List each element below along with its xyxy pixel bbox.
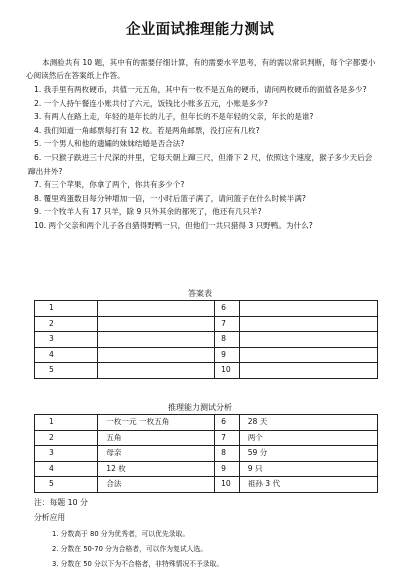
question-item: 10. 两个父亲和两个儿子各自猎得野鸭一只，但他们一共只猎得 3 只野鸭。为什么?	[34, 220, 313, 230]
question-item: 8. 覆里鸡蛋数目每分钟增加一倍，一小时后篮子满了，请问篮子在什么时候半满?	[34, 193, 306, 203]
table-row: 5 10	[35, 363, 378, 379]
table-row: 1 一枚一元 一枚五角 6 28 天	[35, 415, 378, 431]
question-item: 9. 一个牧羊人有 17 只羊，除 9 只外其余的都死了，他还有几只羊?	[34, 207, 262, 217]
analysis-table	[34, 414, 378, 493]
answer-cell[interactable]	[239, 347, 377, 363]
question-list	[28, 83, 376, 233]
rule-item: 1. 分数高于 80 分为优秀者，可以优先录取。	[52, 530, 190, 538]
table-row: 2 7	[35, 316, 378, 332]
analysis-title: 推理能力测试分析	[168, 403, 232, 412]
score-note: 注：每题 10 分	[34, 498, 88, 507]
question-item: 7. 有三个苹果，你拿了两个，你共有多少个?	[34, 180, 185, 190]
table-row: 4 12 枚 9 9 只	[35, 461, 378, 477]
scoring-title: 分析应用	[34, 513, 66, 522]
answer-sheet-table	[34, 300, 378, 379]
question-item: 6. 一只猴子跌进三十尺深的井里，它每天朝上蹿三尺，但滑下 2 尺，依照这个速度，猴子多少天后会蹿出井外?	[28, 152, 373, 176]
question-item: 3. 有两人在路上走，年轻的是年长的儿子，但年长的不是年轻的父亲，年长的是谁?	[34, 112, 314, 122]
page-title: 企业面试推理能力测试	[126, 22, 274, 38]
table-row: 3 8	[35, 332, 378, 348]
answer-cell[interactable]	[239, 332, 377, 348]
table-row: 2 五角 7 两个	[35, 430, 378, 446]
intro-text: 本测验共有 10 题，其中有的需要仔细计算，有的需要水平思考，有的需以常识判断，每个字都要小心阅读然后在答案纸上作答。	[26, 58, 376, 80]
answer-cell[interactable]	[98, 301, 215, 317]
question-item: 2. 一个人持午餐连小账共付了六元，饭钱比小账多五元，小账是多少?	[34, 98, 268, 108]
table-row: 4 9	[35, 347, 378, 363]
answer-cell[interactable]	[98, 363, 215, 379]
scoring-rules	[52, 527, 223, 572]
answer-cell[interactable]	[239, 363, 377, 379]
table-row: 3 母亲 8 59 分	[35, 446, 378, 462]
intro-paragraph	[26, 56, 376, 82]
answer-cell[interactable]	[98, 347, 215, 363]
table-row: 1 6	[35, 301, 378, 317]
answer-cell[interactable]	[98, 332, 215, 348]
answer-cell[interactable]	[98, 316, 215, 332]
question-item: 1. 我手里有两枚硬币，共值一元五角，其中有一枚不是五角的硬币，请问两枚硬币的面值各是多少?	[34, 85, 367, 94]
question-item: 4. 我们知道一角邮票每打有 12 枚。若是两角邮票，没打应有几枚?	[34, 125, 260, 135]
question-item: 5. 一个男人和他的遗孀的妹妹结婚是否合法?	[34, 139, 185, 149]
rule-item: 3. 分数在 50 分以下为不合格者，非特殊情况不予录取。	[52, 560, 224, 568]
table-row: 5 合法 10 祖孙 3 代	[35, 477, 378, 493]
answer-sheet-title: 答案表	[188, 289, 212, 298]
answer-cell[interactable]	[239, 316, 377, 332]
answer-cell[interactable]	[239, 301, 377, 317]
rule-item: 2. 分数在 50-70 分为合格者，可以作为复试人选。	[52, 545, 208, 553]
